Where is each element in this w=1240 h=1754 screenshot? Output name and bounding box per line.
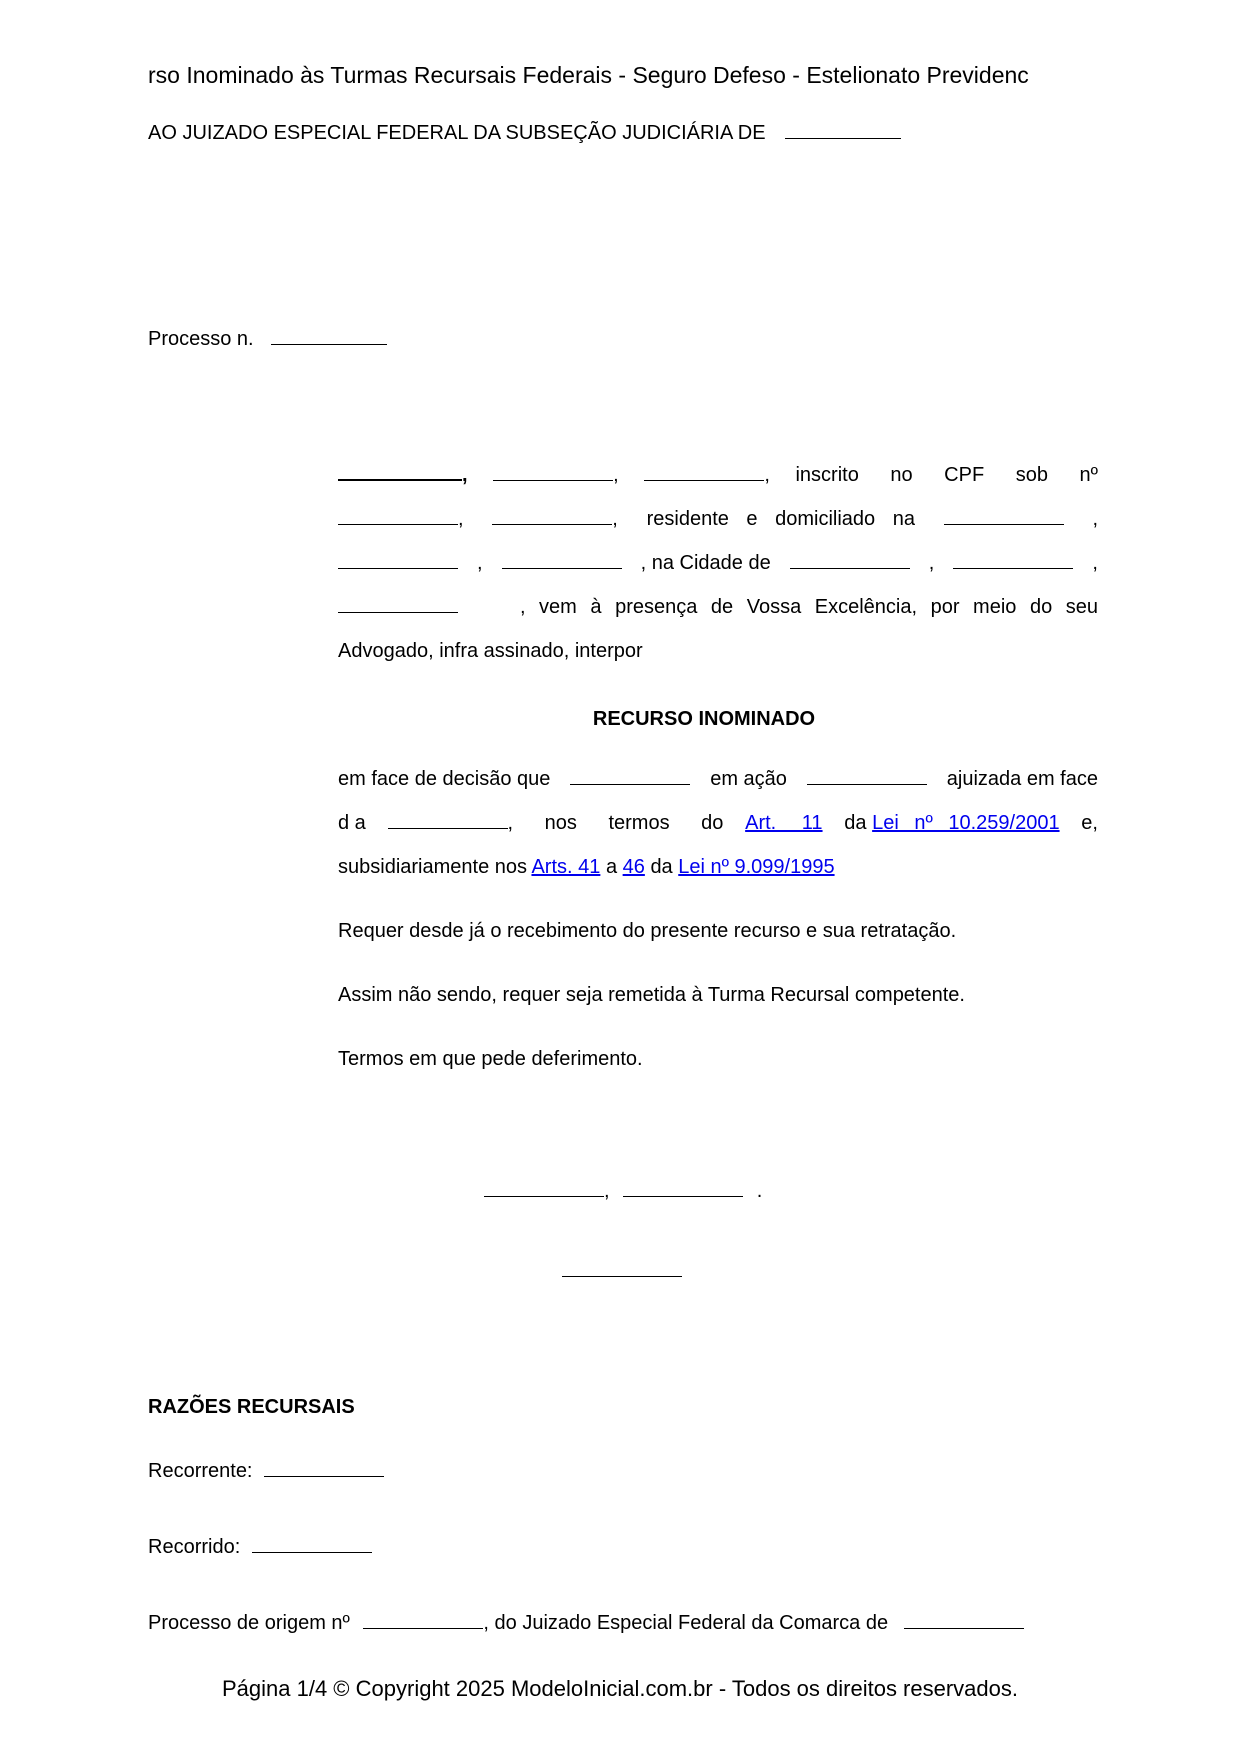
decision-text-c: ajuizada em face — [946, 768, 1098, 790]
profession-blank[interactable] — [492, 510, 612, 525]
comarca-blank[interactable] — [904, 1614, 1024, 1629]
decision-text-da2: da — [844, 812, 867, 834]
link-art-11[interactable]: Art. 11 — [745, 812, 823, 834]
processo-number-blank[interactable] — [271, 330, 387, 345]
presence-text: , vem à presença de Vossa Excelência, por meio do seu — [519, 596, 1098, 618]
qualification-line-2: , , residente e domiciliado na , — [338, 508, 1098, 531]
recorrente-label: Recorrente: — [148, 1460, 253, 1482]
decision-text-subsidiariamente: subsidiariamente nos — [338, 856, 527, 878]
paragraph-assim: Assim não sendo, requer seja remetida à Turma Recursal competente. — [338, 984, 965, 1006]
defendant-blank[interactable] — [388, 814, 508, 829]
residence-text: residente e domiciliado na — [646, 508, 915, 530]
party-name-blank[interactable] — [338, 465, 462, 481]
zip-blank[interactable] — [338, 598, 458, 613]
recurso-title: RECURSO INOMINADO — [592, 708, 816, 730]
paragraph-requer: Requer desde já o recebimento do presente recurso e sua retratação. — [338, 920, 957, 942]
decision-text-e: e, — [1081, 812, 1098, 834]
court-line-text: AO JUIZADO ESPECIAL FEDERAL DA SUBSEÇÃO JUDICIÁRIA DE — [148, 122, 766, 144]
page-footer: Página 1/4 © Copyright 2025 ModeloInicial.com.br - Todos os direitos reservados. — [222, 1676, 1018, 1701]
city-blank[interactable] — [790, 554, 910, 569]
signature-line — [562, 1262, 682, 1282]
origem-comarca-text: , do Juizado Especial Federal da Comarca de — [483, 1612, 889, 1634]
decision-text-a2: a — [605, 856, 618, 878]
decision-blank[interactable] — [570, 770, 690, 785]
cpf-blank[interactable] — [338, 510, 458, 525]
paragraph-termos: Termos em que pede deferimento. — [338, 1048, 643, 1070]
decision-text-da: d a — [338, 812, 366, 834]
recorrente-line — [148, 1460, 384, 1483]
qualification-line-1: , , , inscrito no CPF sob nº — [338, 464, 1098, 487]
signature-blank[interactable] — [562, 1262, 682, 1277]
state-blank[interactable] — [953, 554, 1073, 569]
neighborhood-blank[interactable] — [502, 554, 622, 569]
place-blank[interactable] — [484, 1182, 604, 1197]
nationality-blank[interactable] — [493, 466, 613, 481]
cpf-text: inscrito no CPF sob nº — [795, 464, 1098, 486]
link-art-46[interactable]: 46 — [622, 856, 645, 878]
origem-line — [148, 1612, 1024, 1635]
action-blank[interactable] — [807, 770, 927, 785]
place-date-line: , . — [484, 1180, 762, 1203]
recorrido-line — [148, 1536, 372, 1559]
link-arts-41[interactable]: Arts. 41 — [531, 856, 601, 878]
court-blank[interactable] — [785, 124, 901, 139]
decision-line-2 — [338, 812, 1098, 835]
decision-text-da3: da — [650, 856, 673, 878]
recorrido-label: Recorrido: — [148, 1536, 241, 1558]
link-lei-10259[interactable]: Lei nº 10.259/2001 — [872, 812, 1060, 834]
marital-status-blank[interactable] — [644, 466, 764, 481]
date-blank[interactable] — [623, 1182, 743, 1197]
court-addressing-line — [148, 122, 901, 145]
recorrente-blank[interactable] — [264, 1462, 384, 1477]
interpor-text: Advogado, infra assinado, interpor — [338, 640, 643, 662]
street-blank[interactable] — [944, 510, 1064, 525]
origem-number-blank[interactable] — [363, 1614, 483, 1629]
processo-label: Processo n. — [148, 328, 254, 350]
document-header-title: rso Inominado às Turmas Recursais Federais - Seguro Defeso - Estelionato Previdenc — [148, 62, 1029, 88]
city-text: , na Cidade de — [640, 552, 771, 574]
qualification-line-5 — [338, 640, 1098, 663]
qualification-line-4 — [338, 596, 1098, 619]
decision-line-3 — [338, 856, 1098, 879]
razoes-title: RAZÕES RECURSAIS — [148, 1396, 355, 1418]
recorrido-blank[interactable] — [252, 1538, 372, 1553]
origem-label: Processo de origem nº — [148, 1612, 350, 1634]
link-lei-9099[interactable]: Lei nº 9.099/1995 — [678, 856, 835, 878]
decision-line-1 — [338, 768, 1098, 791]
processo-line — [148, 328, 387, 351]
decision-text-a: em face de decisão que — [338, 768, 551, 790]
number-blank[interactable] — [338, 554, 458, 569]
decision-text-b: em ação — [710, 768, 787, 790]
decision-text-termos: , nos termos do — [507, 812, 724, 834]
qualification-line-3: , , na Cidade de , , — [338, 552, 1098, 575]
